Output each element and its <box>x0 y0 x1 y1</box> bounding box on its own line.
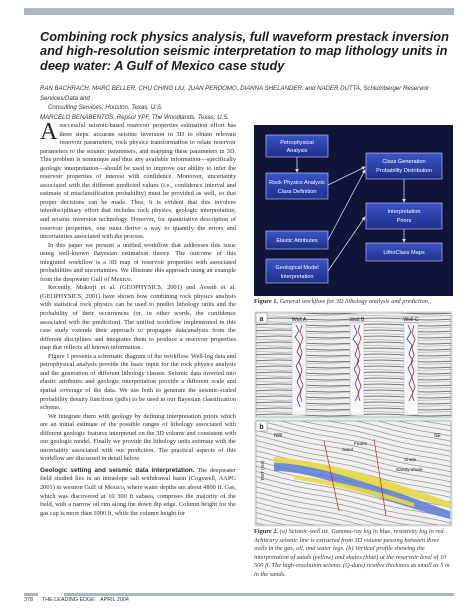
petrophysical-label: Petrophysical <box>280 140 314 146</box>
well-log-b <box>350 323 364 415</box>
lithoclass-label: LithoClass Maps <box>383 250 425 256</box>
issue-date: APRIL 2004 <box>100 597 129 603</box>
shale-label: Shale <box>404 458 417 463</box>
well-log-c <box>404 323 418 415</box>
rock-physics-label: Rock Physics Analysis <box>269 180 325 186</box>
petrophysical-label-2: Analysis <box>286 148 308 154</box>
elastic-attributes-label: Elastic Attributes <box>276 238 318 244</box>
author-line: Consulting Services, Houston, Texas, U.S. <box>48 104 163 112</box>
interpretation-priors-box <box>366 203 442 229</box>
journal-name: THE LEADING EDGE <box>42 597 95 603</box>
article-title: Combining rock physics analysis, full waveform prestack inversion and high-resolution seismic interpretation to map lithology units in deep water: A Gulf of Mexico case study <box>40 29 449 73</box>
section-heading: Geologic setting and seismic data interpretation. <box>40 466 195 474</box>
well-c-label: Well C <box>403 317 419 323</box>
class-generation-box <box>366 153 442 179</box>
body-paragraph: In this paper we present a unified workflow that addresses this issue using well-known Bayesian estimation theory. The outcome of this integrated workflow is a 3D map of reservoir properties with associated probabilities and uncertainties. We illustrate this approach using an example from the deepwater Gulf of Mexico. <box>40 241 236 283</box>
figure-2-seismic <box>254 311 453 527</box>
priors-label: Priors <box>396 218 412 224</box>
class-definition-label: Class Definition <box>277 189 317 195</box>
well-a-label: Well A <box>291 317 307 323</box>
body-paragraph: We integrate them with geology by defining interpretation priors which are an initial estimate of the possible ranges of lithology associated with different geologic features interpreted on the 3D volume and consistent with our geologic model. Finally we provide the lithology units estimate with the uncertainty associated with our prediction. The practical aspects of this workflow are discussed in detail below. <box>40 412 236 463</box>
sandy-shale-label: Sandy shale <box>396 468 423 473</box>
header-bar <box>24 8 454 15</box>
panel-b-label: b <box>259 424 264 431</box>
page-footer <box>24 593 454 605</box>
well-b-label: Well B <box>349 317 365 323</box>
body-paragraph: Figure 1 presents a schematic diagram of the workflow. Well-log data and petrophysical analysis provide the basic input for the rock physics analysis and the generation of different lithology classes. Seismic data inverted into elastic attributes and geologic interpretation provide a different scale and spatial coverage of the data. We use both to generate the seismic-scaled probability density functions (pdfs) to be used in our Bayesian classification scheme. <box>40 352 236 412</box>
twt-axis-label: TWT (ms) <box>260 460 265 481</box>
interpretation-label: Interpretation <box>387 209 421 215</box>
author-line: RAN BACHRACH, MARC BELLER, CHU CHING LIU, JUAN PERDOMO, DIANNA SHELANDER, and NADER DUTTA, Schlumberger Reservoir Services/Data and <box>40 85 430 102</box>
body-paragraph: A successful seismic-based reservoir properties estimation effort has three steps: accurate seismic inversion in 3D to obtain relevant reservoir parameters, rock physics transformation to relate reservoir parameters to the seismic parameters, and mapping these parameters in 3D. This problem is nonunique and thus any available information—specifically geologic interpretation—should be used to improve our ability to infer the reservoir properties of interest with confidence. Moreover, uncertainty associated with the different predicted values (i.e., confidence interval and estimate of misclassification probability) must be provided as well, so that proper decisions can be made. Thus, it is evident that this involves interdisciplinary effort that includes rock physics, geologic interpretation, and seismic inversion technology. However, for quantitative description of reservoir properties, one must derive a way to quantify the errors and uncertainties associated with the process. <box>40 119 236 241</box>
panel-a-label: a <box>259 316 264 323</box>
drop-cap: A <box>40 119 58 145</box>
class-generation-label: Class Generation <box>382 159 426 165</box>
section-text: The deepwater field studied lies in an intraslope salt withdrawal basin (Cogswell, AAPG 2001) in western Gulf of Mexico, where water depths are about 4800 ft. Gas, which was discovered at 10 300 ft subsea, comprises the majority of the field, with a narrow oil rim along the down dip edge. Column height for the gas cap is more than 1000 ft, while the column height for <box>40 466 236 517</box>
sand-label: Sand <box>342 448 354 453</box>
well-log-a <box>292 323 306 415</box>
se-label: SE <box>434 433 441 439</box>
nw-label: NW <box>274 433 283 439</box>
figure-1-workflow <box>254 125 453 296</box>
probability-distribution-label: Probability Distribution <box>376 168 432 174</box>
body-paragraph: Recently, Mukerji et al. (GEOPHYSICS, 2001) and Avseth et al. (GEOPHYSICS, 2001) have shown how combining rock physics analysis with statistical rock physics can be used to predict lithology units and the probability of their occurrences (or, in other words, the confidence associated with the prediction). The unified workflow implemented in this case study extends their approach to propagate data/analysis from the different disciplines and integrates them to produce a reservoir properties map that reflects all known information. <box>40 284 236 352</box>
geological-interpretation-label: Interpretation <box>280 274 314 280</box>
rock-physics-box <box>266 173 328 199</box>
geological-model-label: Geological Model <box>275 265 319 271</box>
author-line: MARCELO BENABENTOS, Repsol YPF, The Woodlands, Texas, U.S. <box>40 113 230 121</box>
author-list <box>40 84 450 122</box>
figure-1-caption: Figure 1. General workflow for 3D lithology analysis and prediction. <box>254 298 430 305</box>
page-number: 378 <box>24 597 33 603</box>
body-column <box>40 119 236 518</box>
figure-2-caption: Figure 2. (a) Seismic-well tie. Gamma-ray log in blue, resistivity log in red. Arbitrary seismic line is extracted from 3D volume passing between three wells in the gas, oil, and water legs. (b) Vertical profile showing the interpretation of sands (yellow) and shales (blue) at the reservoir level of 10 500 ft. The high-resolution seismic (Q-data) resolve thickness as small as 5 m in the sands. <box>254 528 450 578</box>
faults-label: Faults <box>354 442 368 447</box>
